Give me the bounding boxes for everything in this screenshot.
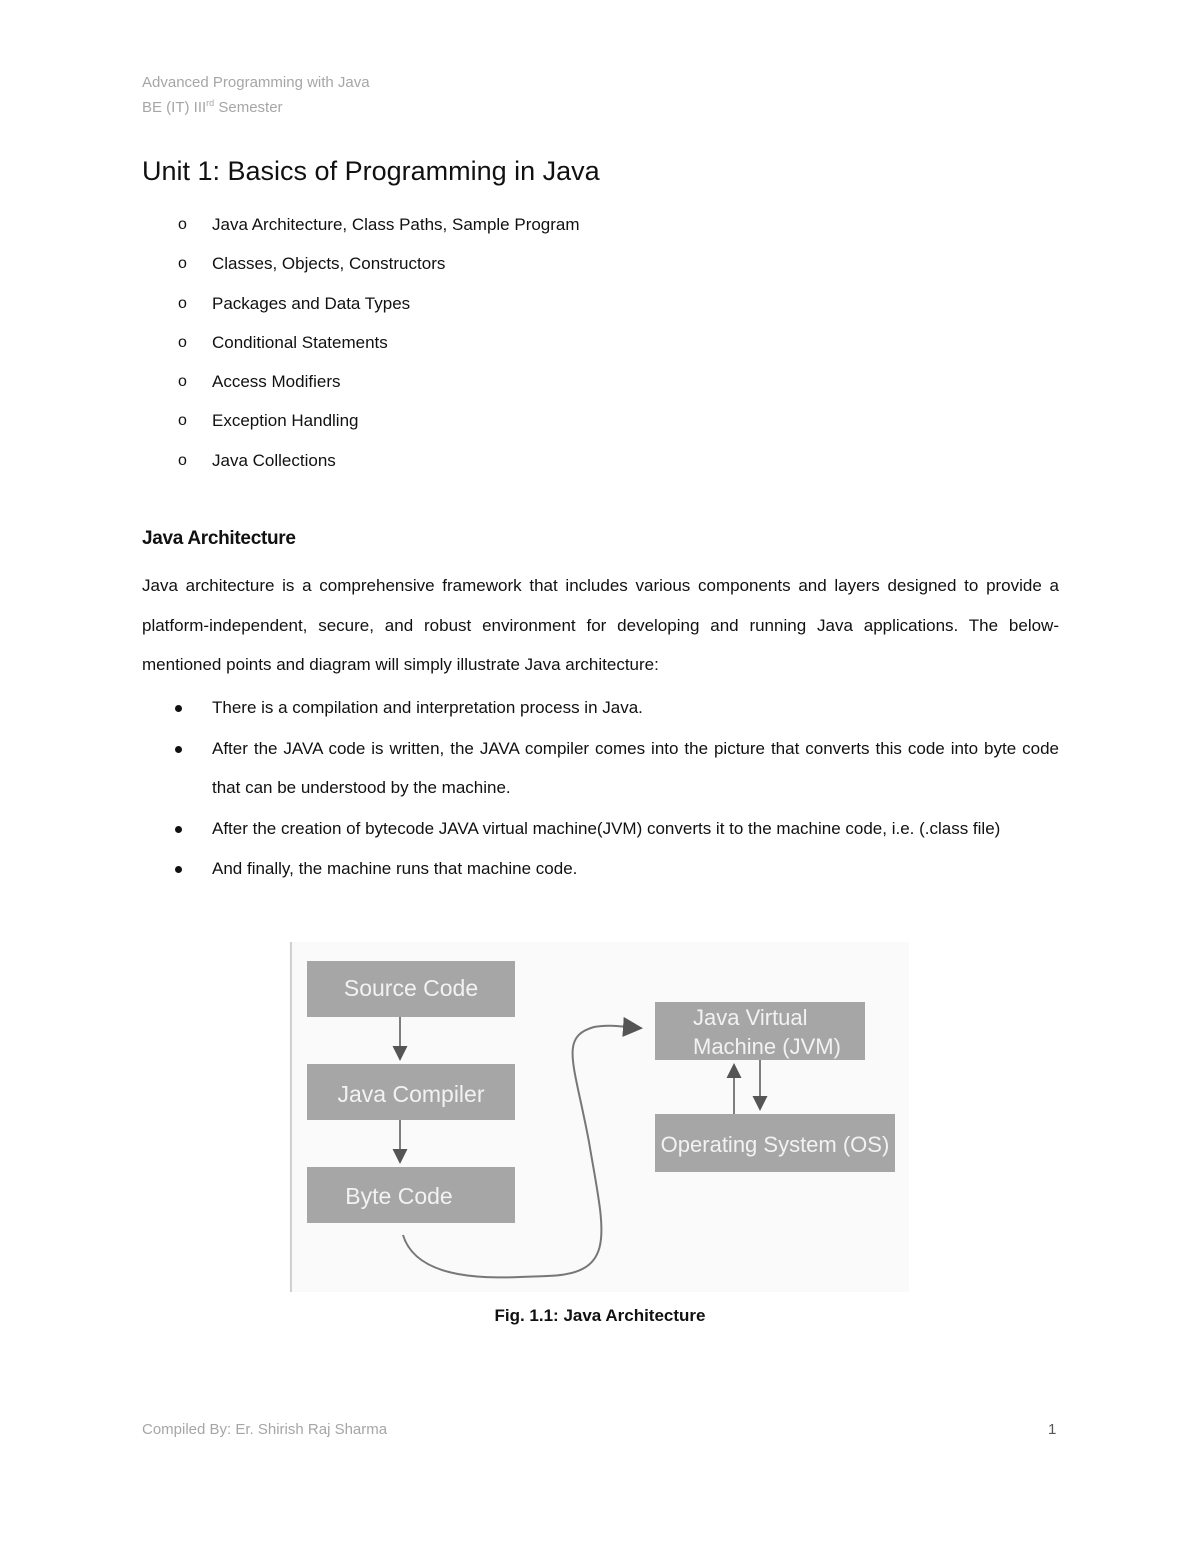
bullet-circle-icon: o <box>178 216 187 233</box>
java-architecture-diagram <box>289 942 909 1292</box>
bullet-dot-icon <box>175 705 182 712</box>
section-paragraph: Java architecture is a comprehensive framework that includes various components and layers designed to provide a platform-independent, secure, and robust environment for developing and running Java applications. The below-mentioned points and diagram will simply illustrate Java architecture: <box>142 576 1059 674</box>
semester-line: BE (IT) IIIrd Semester <box>142 98 283 116</box>
source-code-label: Source Code <box>343 975 479 1001</box>
bullet-dot-icon <box>175 826 182 833</box>
bullet-circle-icon: o <box>178 373 187 391</box>
bullet-list <box>142 688 1059 890</box>
os-label: Operating System (OS) <box>660 1132 890 1157</box>
figure-caption: Fig. 1.1: Java Architecture <box>494 1306 706 1325</box>
section-heading: Java Architecture <box>142 528 296 549</box>
list-item: There is a compilation and interpretation process in Java. <box>142 688 1059 728</box>
jvm-label-line1: Java Virtual <box>693 1005 808 1030</box>
byte-code-label: Byte Code <box>345 1183 453 1209</box>
bullet-circle-icon: o <box>178 451 187 469</box>
list-item: After the JAVA code is written, the JAVA compiler comes into the picture that converts this code into byte code that can be understood by the machine. <box>142 729 1059 808</box>
page-header <box>142 72 370 118</box>
bullet-dot-icon <box>175 746 182 753</box>
bullet-circle-icon: o <box>178 412 187 430</box>
jvm-label-line2: Machine (JVM) <box>693 1034 841 1059</box>
bullet-circle-icon: o <box>178 333 187 351</box>
java-compiler-label: Java Compiler <box>337 1081 485 1107</box>
page-number: 1 <box>1048 1421 1057 1438</box>
page-title: Unit 1: Basics of Programming in Java <box>142 156 600 186</box>
bullet-circle-icon: o <box>178 294 187 312</box>
list-item: And finally, the machine runs that machine code. <box>142 849 1059 889</box>
footer-author: Compiled By: Er. Shirish Raj Sharma <box>142 1421 388 1438</box>
bullet-circle-icon: o <box>178 255 187 273</box>
course-name: Advanced Programming with Java <box>142 74 370 91</box>
diagram-svg <box>289 942 909 1292</box>
bullet-dot-icon <box>175 866 182 873</box>
list-item: After the creation of bytecode JAVA virtual machine(JVM) converts it to the machine code, i.e. (.class file) <box>142 809 1059 849</box>
document-page: Advanced Programming with Java BE (IT) IIIrd Semester Unit 1: Basics of Programming in Java o Java Architecture, Class Paths, Sample Program o Classes, Objects, Constructors o Packages and Data Types o Conditional Statements o Access Modifiers o Exception Handling o Java Collections Java Architecture Java architecture is a comprehensive framework that includes various components and layers designed to provide a platform-independent, secure, and robust environment for developing and running Java applications. The below-mentioned points and diagram will simply illustrate Java architecture: There is a compilation and interpretation process in Java. After the JAVA code is written, the JAVA compiler comes into the picture that converts this code into byte code that can be understood by the machine. After the creation of bytecode JAVA virtual machine(JVM) converts it to the machine code, i.e. (.class file) And finally, the machine runs that machine code. Source Code Java Compiler Byte Code Java Virtual Machine (JVM) Operating System (OS) Fig. 1.1: Java Architecture Compiled By: Er. Shirish Raj Sharma 1 <box>0 0 1200 1553</box>
